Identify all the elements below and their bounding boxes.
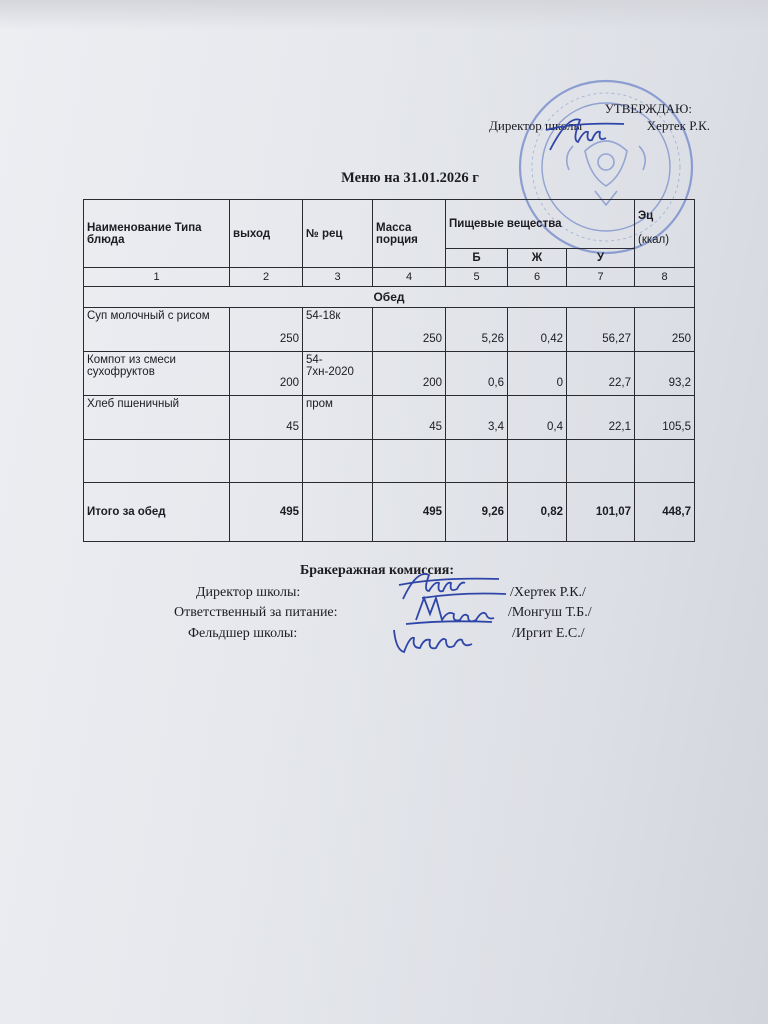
header-energy-label: Эц	[638, 210, 654, 222]
dish-output: 45	[230, 396, 303, 440]
header-u: У	[567, 249, 635, 268]
commission-name: /Монгуш Т.Б./	[508, 605, 592, 620]
dish-u: 56,27	[567, 308, 635, 352]
dish-name: Хлеб пшеничный	[84, 396, 230, 440]
dish-name: Суп молочный с рисом	[84, 308, 230, 352]
approval-heading: УТВЕРЖДАЮ:	[604, 101, 692, 116]
dish-mass: 45	[373, 396, 446, 440]
dish-b: 3,4	[446, 396, 508, 440]
total-mass: 495	[373, 483, 446, 542]
dish-output: 200	[230, 352, 303, 396]
header-output: выход	[230, 200, 303, 268]
dish-u: 22,7	[567, 352, 635, 396]
total-energy: 448,7	[635, 483, 695, 542]
header-nutrients: Пищевые вещества	[446, 200, 635, 249]
column-number: 7	[567, 268, 635, 287]
header-recipe: № рец	[303, 200, 373, 268]
total-recipe	[303, 483, 373, 542]
column-number: 6	[508, 268, 567, 287]
commission-role: Ответственный за питание:	[174, 605, 338, 620]
dish-zh: 0,4	[508, 396, 567, 440]
header-zh: Ж	[508, 249, 567, 268]
dish-zh: 0,42	[508, 308, 567, 352]
header-energy	[635, 200, 695, 268]
dish-energy: 105,5	[635, 396, 695, 440]
commission-name: /Хертек Р.К./	[510, 585, 586, 600]
dish-recipe: пром	[303, 396, 373, 440]
table-row	[84, 308, 695, 352]
approval-name: Хертек Р.К.	[646, 118, 710, 133]
medic-signature	[388, 618, 498, 658]
commission-name: /Иргит Е.С./	[512, 626, 585, 641]
table-row	[84, 352, 695, 396]
column-number: 5	[446, 268, 508, 287]
column-numbers-row	[84, 268, 695, 287]
dish-b: 0,6	[446, 352, 508, 396]
dish-mass: 200	[373, 352, 446, 396]
total-row	[84, 483, 695, 542]
column-number: 4	[373, 268, 446, 287]
dish-mass: 250	[373, 308, 446, 352]
section-title: Обед	[84, 287, 695, 308]
commission-title: Бракеражная комиссия:	[300, 563, 454, 578]
dish-energy: 93,2	[635, 352, 695, 396]
header-b: Б	[446, 249, 508, 268]
column-number: 8	[635, 268, 695, 287]
approval-role: Директор школы	[489, 118, 583, 133]
header-energy-unit: (ккал)	[638, 234, 670, 246]
total-b: 9,26	[446, 483, 508, 542]
dish-zh: 0	[508, 352, 567, 396]
dish-recipe: 54-18к	[303, 308, 373, 352]
dish-energy: 250	[635, 308, 695, 352]
dish-name: Компот из смеси сухофруктов	[84, 352, 230, 396]
page-title: Меню на 31.01.2026 г	[341, 170, 479, 186]
empty-row	[84, 440, 695, 483]
column-number: 3	[303, 268, 373, 287]
header-mass: Масса порция	[373, 200, 446, 268]
commission-role: Фельдшер школы:	[188, 626, 298, 641]
commission-role: Директор школы:	[196, 585, 301, 600]
total-label: Итого за обед	[84, 483, 230, 542]
total-output: 495	[230, 483, 303, 542]
director-signature-approval	[540, 100, 630, 160]
dish-u: 22,1	[567, 396, 635, 440]
column-number: 2	[230, 268, 303, 287]
table-row	[84, 396, 695, 440]
column-number: 1	[84, 268, 230, 287]
total-zh: 0,82	[508, 483, 567, 542]
dish-recipe: 54-7хн-2020	[303, 352, 373, 396]
header-name: Наименование Типа блюда	[84, 200, 230, 268]
dish-output: 250	[230, 308, 303, 352]
dish-b: 5,26	[446, 308, 508, 352]
total-u: 101,07	[567, 483, 635, 542]
menu-table	[83, 199, 695, 542]
